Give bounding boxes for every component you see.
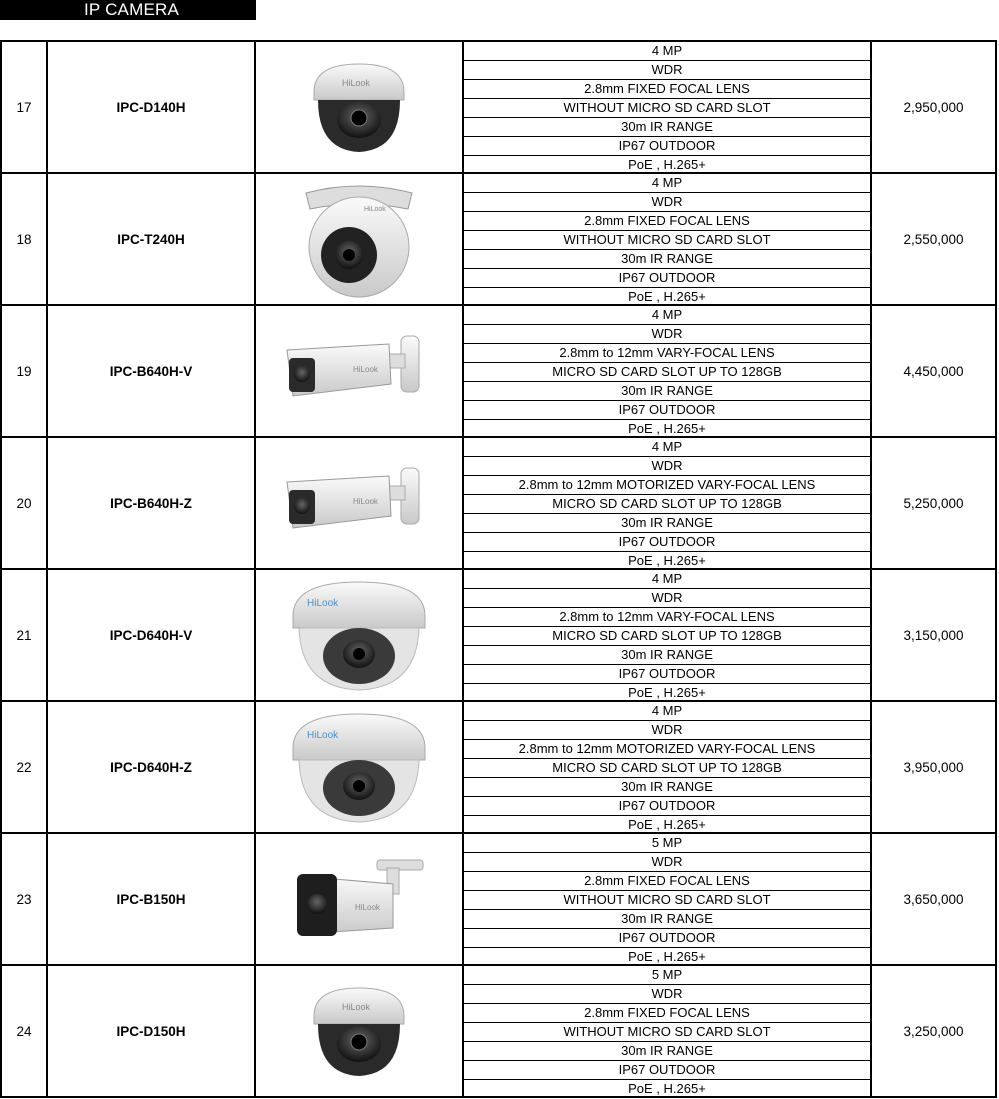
table-row — [0, 832, 997, 964]
svg-text:HiLook: HiLook — [364, 206, 386, 213]
spec-item: MICRO SD CARD SLOT UP TO 128GB — [464, 627, 870, 646]
spec-item: 30m IR RANGE — [464, 382, 870, 401]
spec-item: 2.8mm FIXED FOCAL LENS — [464, 80, 870, 99]
price: 3,250,000 — [903, 1023, 964, 1039]
spec-item: IP67 OUTDOOR — [464, 1061, 870, 1080]
spec-item: 2.8mm to 12mm VARY-FOCAL LENS — [464, 344, 870, 363]
model-name: IPC-T240H — [48, 174, 256, 304]
spec-item: IP67 OUTDOOR — [464, 797, 870, 816]
spec-item: 2.8mm to 12mm MOTORIZED VARY-FOCAL LENS — [464, 476, 870, 495]
spec-item: 4 MP — [464, 702, 870, 721]
spec-item: WITHOUT MICRO SD CARD SLOT — [464, 891, 870, 910]
spec-item: 2.8mm FIXED FOCAL LENS — [464, 872, 870, 891]
spec-list — [464, 42, 872, 172]
spec-item: 2.8mm to 12mm VARY-FOCAL LENS — [464, 608, 870, 627]
spec-item: 30m IR RANGE — [464, 250, 870, 269]
price: 3,150,000 — [903, 627, 964, 643]
spec-item: IP67 OUTDOOR — [464, 929, 870, 948]
item-number: 20 — [2, 438, 48, 568]
spec-item: 4 MP — [464, 42, 870, 61]
price: 3,650,000 — [903, 891, 964, 907]
price: 2,950,000 — [903, 99, 964, 115]
spec-item: WDR — [464, 721, 870, 740]
large-dome-camera-icon — [256, 570, 464, 700]
product-price-table — [0, 40, 999, 1097]
table-row — [0, 436, 997, 568]
spec-item: WITHOUT MICRO SD CARD SLOT — [464, 231, 870, 250]
table-row — [0, 964, 997, 1098]
spec-item: IP67 OUTDOOR — [464, 401, 870, 420]
spec-item: PoE , H.265+ — [628, 157, 706, 172]
table-row — [0, 700, 997, 832]
price: 3,950,000 — [903, 759, 964, 775]
svg-text:HiLook: HiLook — [353, 497, 378, 506]
mini-bullet-camera-icon — [256, 834, 464, 964]
item-number: 18 — [2, 174, 48, 304]
spec-item: PoE , H.265+ — [628, 949, 706, 964]
spec-item: MICRO SD CARD SLOT UP TO 128GB — [464, 363, 870, 382]
spec-item: IP67 OUTDOOR — [464, 533, 870, 552]
spec-item: IP67 OUTDOOR — [464, 137, 870, 156]
svg-text:HiLook: HiLook — [307, 598, 339, 609]
model-name: IPC-B640H-Z — [48, 438, 256, 568]
spec-list — [464, 834, 872, 964]
table-row — [0, 304, 997, 436]
item-number: 19 — [2, 306, 48, 436]
large-dome-camera-icon — [256, 702, 464, 832]
model-name: IPC-B640H-V — [48, 306, 256, 436]
model-name: IPC-D150H — [48, 966, 256, 1096]
spec-item: WDR — [464, 985, 870, 1004]
spec-item: PoE , H.265+ — [628, 817, 706, 832]
spec-item: WITHOUT MICRO SD CARD SLOT — [464, 99, 870, 118]
bullet-camera-icon — [256, 438, 464, 568]
spec-list — [464, 438, 872, 568]
spec-item: WDR — [464, 853, 870, 872]
spec-item: PoE , H.265+ — [628, 553, 706, 568]
spec-item: 30m IR RANGE — [464, 118, 870, 137]
spec-item: 30m IR RANGE — [464, 778, 870, 797]
item-number: 22 — [2, 702, 48, 832]
spec-item: PoE , H.265+ — [628, 1081, 706, 1096]
table-row — [0, 172, 997, 304]
item-number: 21 — [2, 570, 48, 700]
spec-item: WDR — [464, 457, 870, 476]
spec-list — [464, 306, 872, 436]
spec-list — [464, 966, 872, 1096]
price: 5,250,000 — [903, 495, 964, 511]
spec-item: 4 MP — [464, 438, 870, 457]
spec-item: 30m IR RANGE — [464, 514, 870, 533]
spec-item: IP67 OUTDOOR — [464, 269, 870, 288]
dome-camera-icon — [256, 966, 464, 1096]
spec-item: 2.8mm FIXED FOCAL LENS — [464, 1004, 870, 1023]
item-number: 17 — [2, 42, 48, 172]
svg-text:HiLook: HiLook — [353, 365, 378, 374]
spec-item: 30m IR RANGE — [464, 1042, 870, 1061]
spec-list — [464, 570, 872, 700]
svg-text:HiLook: HiLook — [355, 903, 380, 912]
spec-item: 5 MP — [464, 966, 870, 985]
spec-item: 4 MP — [464, 306, 870, 325]
turret-camera-icon — [256, 174, 464, 304]
spec-item: 30m IR RANGE — [464, 910, 870, 929]
spec-item: 4 MP — [464, 570, 870, 589]
svg-text:HiLook: HiLook — [307, 730, 339, 741]
model-name: IPC-D140H — [48, 42, 256, 172]
spec-list — [464, 174, 872, 304]
price: 2,550,000 — [903, 231, 964, 247]
spec-item: 5 MP — [464, 834, 870, 853]
svg-text:HiLook: HiLook — [342, 1002, 371, 1012]
spec-item: PoE , H.265+ — [628, 289, 706, 304]
model-name: IPC-D640H-V — [48, 570, 256, 700]
spec-list — [464, 702, 872, 832]
table-row — [0, 40, 997, 172]
spec-item: WDR — [464, 325, 870, 344]
spec-item: PoE , H.265+ — [628, 685, 706, 700]
dome-camera-icon — [256, 42, 464, 172]
spec-item: MICRO SD CARD SLOT UP TO 128GB — [464, 495, 870, 514]
model-name: IPC-D640H-Z — [48, 702, 256, 832]
table-row — [0, 568, 997, 700]
spec-item: WITHOUT MICRO SD CARD SLOT — [464, 1023, 870, 1042]
spec-item: 2.8mm to 12mm MOTORIZED VARY-FOCAL LENS — [464, 740, 870, 759]
spec-item: 4 MP — [464, 174, 870, 193]
spec-item: IP67 OUTDOOR — [464, 665, 870, 684]
spec-item: WDR — [464, 61, 870, 80]
price: 4,450,000 — [903, 363, 964, 379]
item-number: 24 — [2, 966, 48, 1096]
spec-item: PoE , H.265+ — [628, 421, 706, 436]
spec-item: 2.8mm FIXED FOCAL LENS — [464, 212, 870, 231]
spec-item: MICRO SD CARD SLOT UP TO 128GB — [464, 759, 870, 778]
bullet-camera-icon — [256, 306, 464, 436]
spec-item: 30m IR RANGE — [464, 646, 870, 665]
section-title-banner: IP CAMERA — [0, 0, 256, 20]
item-number: 23 — [2, 834, 48, 964]
svg-text:HiLook: HiLook — [342, 78, 371, 88]
spec-item: WDR — [464, 589, 870, 608]
spec-item: WDR — [464, 193, 870, 212]
model-name: IPC-B150H — [48, 834, 256, 964]
